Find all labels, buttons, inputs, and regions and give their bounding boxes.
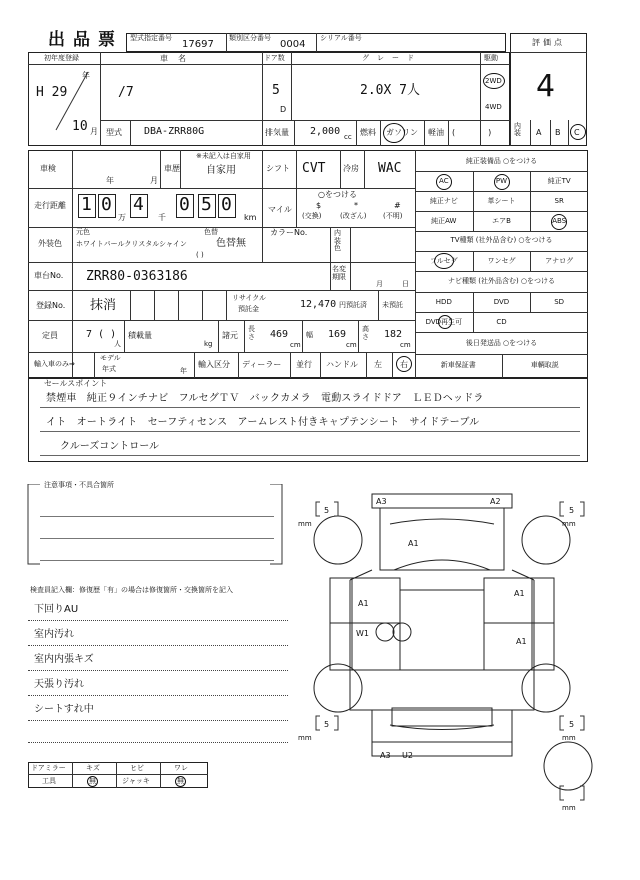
notes-bracket	[24, 481, 286, 566]
door-suffix: D	[280, 105, 287, 114]
mile-opt1-sym: $	[316, 201, 322, 210]
length-value: 469	[270, 329, 289, 340]
first-reg-label: 初年度登録	[44, 54, 79, 62]
sales-line-3: クルーズコントロール	[60, 441, 159, 452]
tv-circle	[434, 253, 454, 269]
nav-item: SD	[554, 298, 565, 306]
divider	[415, 271, 588, 272]
jack-value: 無	[177, 777, 184, 785]
divider	[530, 251, 531, 271]
note-line-2: 室内汚れ	[34, 629, 74, 640]
person-unit: 人	[114, 340, 121, 348]
mileage-digit: 0	[101, 194, 112, 215]
notes-title: 注意事項・不具合箇所	[44, 481, 114, 489]
damage-mark: A3	[380, 751, 391, 760]
car-name-label: 車名	[160, 54, 196, 63]
sales-point-label: セールスポイント	[44, 379, 108, 388]
model-label: 型式	[106, 128, 122, 137]
color-label: 外装色	[38, 239, 62, 248]
diesel-label: 軽油	[428, 128, 444, 137]
mirror-header-2: キズ	[86, 764, 100, 772]
first-reg-month: 10	[72, 119, 88, 134]
mile-opt1: (交換)	[302, 212, 322, 220]
mirror-header-3: ヒビ	[130, 764, 144, 772]
inspection-month-unit: 月	[150, 176, 158, 185]
tread-depth: 5	[569, 506, 575, 515]
mileage-man: 万	[118, 213, 126, 222]
shift-value: CVT	[302, 161, 326, 176]
grade-label: グレード	[362, 54, 422, 62]
sales-line-2: イト オートライト セーフティセンス アームレスト付きキャプテンシート サイドテーブル	[46, 417, 480, 428]
interior-label: 内装	[514, 122, 521, 137]
grade-value: 2.0X 7人	[360, 83, 420, 98]
tv-title: TV種類 (社外品含む) ○をつける	[450, 236, 553, 244]
page-title: 出品票	[48, 30, 123, 50]
height-value: 182	[384, 329, 403, 340]
ac-label: 冷房	[343, 164, 359, 173]
divider	[415, 292, 588, 293]
dims-label: 諸元	[222, 331, 238, 340]
fuel-value: ガソリン	[386, 128, 418, 137]
accessories-title: 後日発送品 ○をつける	[465, 339, 538, 347]
kg-unit: kg	[204, 340, 213, 348]
mile-opt2: (改ざん)	[340, 212, 367, 220]
mile-opt3-sym: #	[394, 201, 401, 210]
inspection-year-unit: 年	[106, 176, 114, 185]
damage-mark: A1	[408, 539, 419, 548]
doors-label: ドア数	[264, 54, 285, 62]
score-value: 4	[536, 69, 556, 104]
divider	[473, 171, 474, 231]
width-label: 幅	[306, 331, 313, 339]
tv-item: フルセグ	[429, 257, 458, 265]
accessory-item: 車輌取説	[530, 361, 559, 369]
inspection-label: 車検	[40, 164, 56, 173]
import-parallel: 並行	[296, 360, 312, 369]
month-unit: 月	[90, 127, 98, 136]
mileage-digit: 4	[133, 194, 144, 215]
mm-unit: mm	[298, 734, 312, 742]
equipment-item: 革シート	[487, 197, 516, 205]
import-label: 輸入車のみ⇒	[34, 360, 75, 368]
paint-paren: ( )	[196, 251, 204, 259]
recycle-value: 12,470	[300, 299, 337, 310]
damage-mark: A3	[376, 497, 387, 506]
drive-2wd: 2WD	[485, 77, 502, 85]
serial-label: シリアル番号	[320, 34, 362, 42]
jack-label: ジャッキ	[122, 777, 150, 785]
equipment-item: 純正AW	[431, 217, 457, 225]
divider	[530, 292, 531, 312]
first-reg-era: H 29	[36, 85, 68, 100]
recycle-unit: 円預託済	[339, 301, 367, 309]
divider	[415, 191, 588, 192]
equipment-title: 純正装備品 ○をつける	[465, 157, 538, 165]
name-change-label: 名変期限	[332, 265, 346, 281]
damage-mark: A1	[358, 599, 369, 608]
color-no-label: カラーNo.	[270, 228, 308, 237]
history-note: ※未記入は自家用	[196, 152, 251, 160]
name-change-day: 日	[402, 280, 409, 288]
mile-circle-note: ○をつける	[318, 190, 357, 199]
nav-item: DVD再生可	[425, 318, 463, 326]
note-line-3: 室内内張キズ	[34, 654, 94, 665]
type-no-value: 17697	[182, 39, 214, 50]
drive-4wd: 4WD	[485, 103, 502, 111]
history-label: 車歴	[164, 164, 180, 173]
history-value: 自家用	[206, 165, 236, 176]
divider	[530, 171, 531, 231]
model-year-label1: モデル	[100, 354, 121, 362]
chassis-label: 車台No.	[34, 271, 64, 280]
mileage-sen: 千	[158, 213, 166, 222]
note-line-1: 下回りAU	[34, 604, 79, 615]
equipment-item: SR	[554, 197, 564, 205]
chassis-value: ZRR80-0363186	[86, 269, 188, 284]
tread-depth: 5	[324, 506, 330, 515]
tool-label: 工具	[42, 777, 56, 785]
nav-item: CD	[496, 318, 507, 326]
inspector-label: 検査員記入欄：修復歴「有」の場合は修復箇所・交換箇所を記入	[30, 586, 233, 594]
mileage-label: 走行距離	[34, 201, 66, 210]
recycle-unpaid: 未預託	[382, 301, 403, 309]
reg-label: 登録No.	[36, 301, 66, 310]
orig-color-value: ホワイトパールクリスタルシャイン	[76, 240, 187, 248]
car-name-value: /7	[118, 85, 134, 100]
damage-mark: W1	[356, 629, 369, 638]
mm-unit: mm	[298, 520, 312, 528]
paint-label: 色替	[204, 228, 218, 236]
model-value: DBA-ZRR80G	[144, 126, 205, 137]
equipment-item: PW	[495, 177, 508, 185]
equipment-item: 純正ナビ	[429, 197, 458, 205]
displacement-value: 2,000	[310, 126, 341, 137]
divider	[415, 171, 588, 172]
paint-value: 色替無	[216, 238, 246, 249]
shift-label: シフト	[266, 164, 290, 173]
nav-circle	[438, 315, 452, 329]
import-type-label: 輸入区分	[198, 360, 230, 369]
load-label: 積載量	[128, 331, 152, 340]
class-no-value: 0004	[280, 39, 306, 50]
damage-mark: A2	[490, 497, 501, 506]
drive-label: 駆動	[484, 54, 498, 62]
width-cm: cm	[346, 341, 357, 349]
ac-value: WAC	[378, 161, 402, 176]
capacity-value: 7 ( )	[86, 329, 117, 340]
mileage-digit: 1	[81, 194, 92, 215]
damage-mark: A1	[514, 589, 525, 598]
length-cm: cm	[290, 341, 301, 349]
tool-value: 無	[89, 777, 96, 785]
mileage-digit: 5	[201, 194, 212, 215]
accessory-item: 新車保証書	[440, 361, 476, 369]
tread-depth: 5	[324, 720, 330, 729]
name-change-month: 月	[376, 280, 383, 288]
model-year-label2: 年式	[102, 365, 116, 373]
mile-opt2-sym: *	[354, 201, 358, 210]
height-cm: cm	[400, 341, 411, 349]
damage-mark: A1	[516, 637, 527, 646]
recycle-label: リサイクル	[232, 294, 267, 302]
divider	[415, 251, 588, 252]
tv-item: ワンセグ	[487, 257, 516, 265]
cc-unit: cc	[344, 133, 352, 141]
divider	[415, 312, 588, 313]
type-no-label: 型式指定番号	[130, 34, 172, 42]
interior-b: B	[555, 128, 561, 137]
import-dealer: ディーラー	[242, 360, 282, 369]
length-label: 長さ	[248, 325, 255, 341]
mm-unit: mm	[562, 804, 576, 812]
car-damage-diagram	[290, 480, 620, 820]
divider	[415, 211, 588, 212]
damage-mark: U2	[402, 751, 413, 760]
nav-title: ナビ種類 (社外品含む) ○をつける	[447, 277, 556, 285]
doors-value: 5	[272, 83, 280, 98]
fuel-label: 燃料	[360, 128, 376, 137]
handle-left: 左	[374, 360, 382, 369]
interior-c: C	[574, 128, 580, 137]
model-year-unit: 年	[180, 367, 187, 375]
equipment-circle	[436, 174, 452, 190]
nav-item: DVD	[493, 298, 510, 306]
mile-opt3: (不明)	[383, 212, 403, 220]
nav-item: HDD	[435, 298, 452, 306]
tv-item: アナログ	[545, 257, 574, 265]
mirror-header-4: ワレ	[174, 764, 188, 772]
handle-right: 右	[400, 360, 408, 369]
divider	[415, 231, 588, 232]
mileage-digit: 0	[221, 194, 232, 215]
handle-label: ハンドル	[326, 360, 358, 369]
sales-line-1: 禁煙車 純正９インチナビ フルセグＴＶ バックカメラ 電動スライドドア ＬＥＤヘッドラ	[46, 393, 484, 404]
mile-label: マイル	[268, 205, 292, 214]
mileage-digit: 0	[179, 194, 190, 215]
note-line-4: 天張り汚れ	[34, 679, 84, 690]
capacity-label: 定員	[42, 331, 58, 340]
equipment-item: 純正TV	[547, 177, 571, 185]
height-label: 高さ	[362, 325, 369, 341]
score-label: 評価点	[532, 38, 565, 47]
year-unit: 年	[82, 71, 90, 80]
equipment-item: エアB	[492, 217, 511, 225]
divider	[415, 332, 588, 333]
mirror-header-1: ドアミラー	[31, 764, 66, 772]
int-color-label: 内装色	[334, 229, 341, 253]
displacement-label: 排気量	[265, 128, 289, 137]
equipment-circle	[494, 174, 510, 190]
mm-unit: mm	[562, 520, 576, 528]
note-line-5: シートすれ中	[34, 704, 94, 715]
divider	[473, 251, 474, 271]
recycle-label2: 預託金	[238, 305, 259, 313]
equipment-item: AC	[439, 177, 449, 185]
reg-value: 抹消	[90, 298, 117, 313]
mm-unit: mm	[562, 734, 576, 742]
tread-depth: 5	[569, 720, 575, 729]
orig-color-label: 元色	[76, 228, 90, 236]
mileage-km: km	[244, 213, 257, 222]
interior-a: A	[536, 128, 542, 137]
equipment-item: ABS	[552, 217, 567, 225]
class-no-label: 類別区分番号	[229, 34, 271, 42]
width-value: 169	[328, 329, 347, 340]
diesel-bracket: ( )	[452, 128, 492, 137]
